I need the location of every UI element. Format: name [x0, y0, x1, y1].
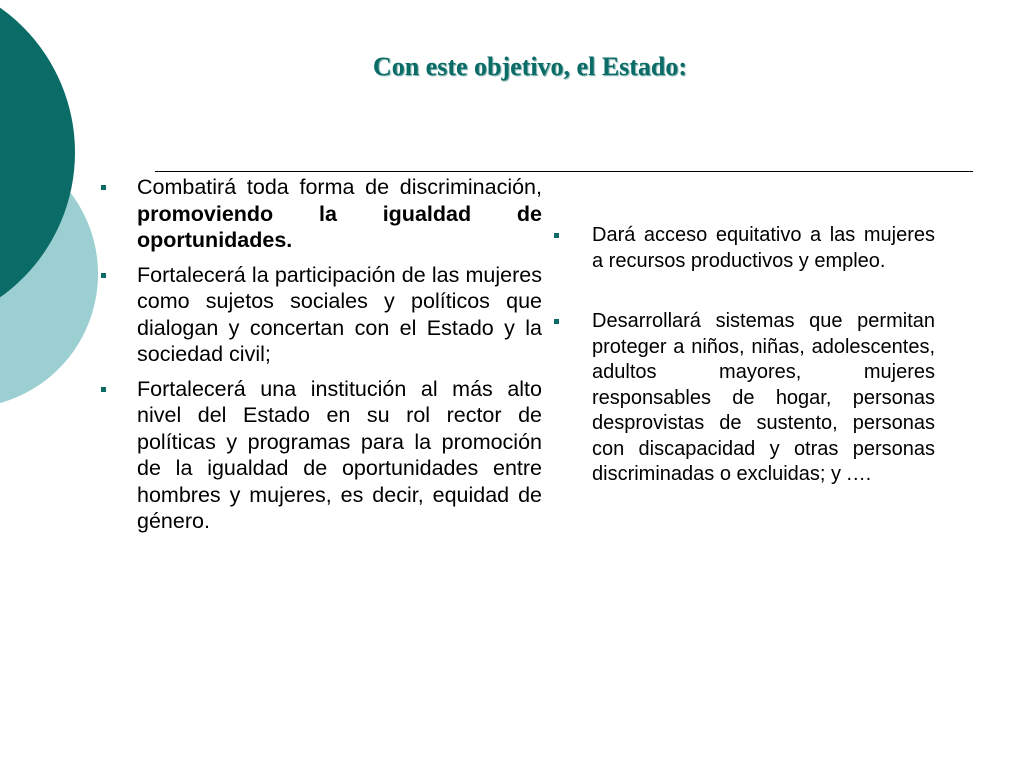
list-item-text: Fortalecerá la participación de las mujeres como sujetos sociales y políticos que dialogan y concertan con el Estado y la sociedad civil;: [137, 262, 542, 366]
list-item: [137, 262, 542, 368]
square-bullet-icon: [101, 185, 106, 190]
slide-title: Con este objetivo, el Estado:: [372, 52, 688, 81]
square-bullet-icon: [101, 273, 106, 278]
list-item: [137, 376, 542, 535]
list-item: [137, 174, 542, 254]
square-bullet-icon: [554, 319, 559, 324]
list-item-text: Combatirá toda forma de discriminación,: [137, 175, 542, 199]
list-item-text: Desarrollará sistemas que permitan proteger a niños, niñas, adolescentes, adultos mayores, mujeres responsables de hogar, personas desprovistas de sustento, personas con discapacidad y otras personas discriminadas o excluidas; y .…: [592, 310, 935, 485]
list-item-text: Fortalecerá una institución al más alto nivel del Estado en su rol rector de políticas y programas para la promoción de la igualdad de oportunidades entre hombres y mujeres, es decir, equidad de género.: [137, 376, 542, 533]
right-bullet-list: [592, 223, 935, 523]
square-bullet-icon: [554, 233, 559, 238]
square-bullet-icon: [101, 387, 106, 392]
divider-line: [155, 171, 973, 172]
list-item: [592, 309, 935, 488]
left-bullet-list: [137, 174, 542, 543]
list-item-text: Dará acceso equitativo a las mujeres a recursos productivos y empleo.: [592, 224, 935, 272]
list-item-bold-text: promoviendo la igualdad de oportunidades.: [137, 201, 542, 252]
list-item: [592, 223, 935, 274]
